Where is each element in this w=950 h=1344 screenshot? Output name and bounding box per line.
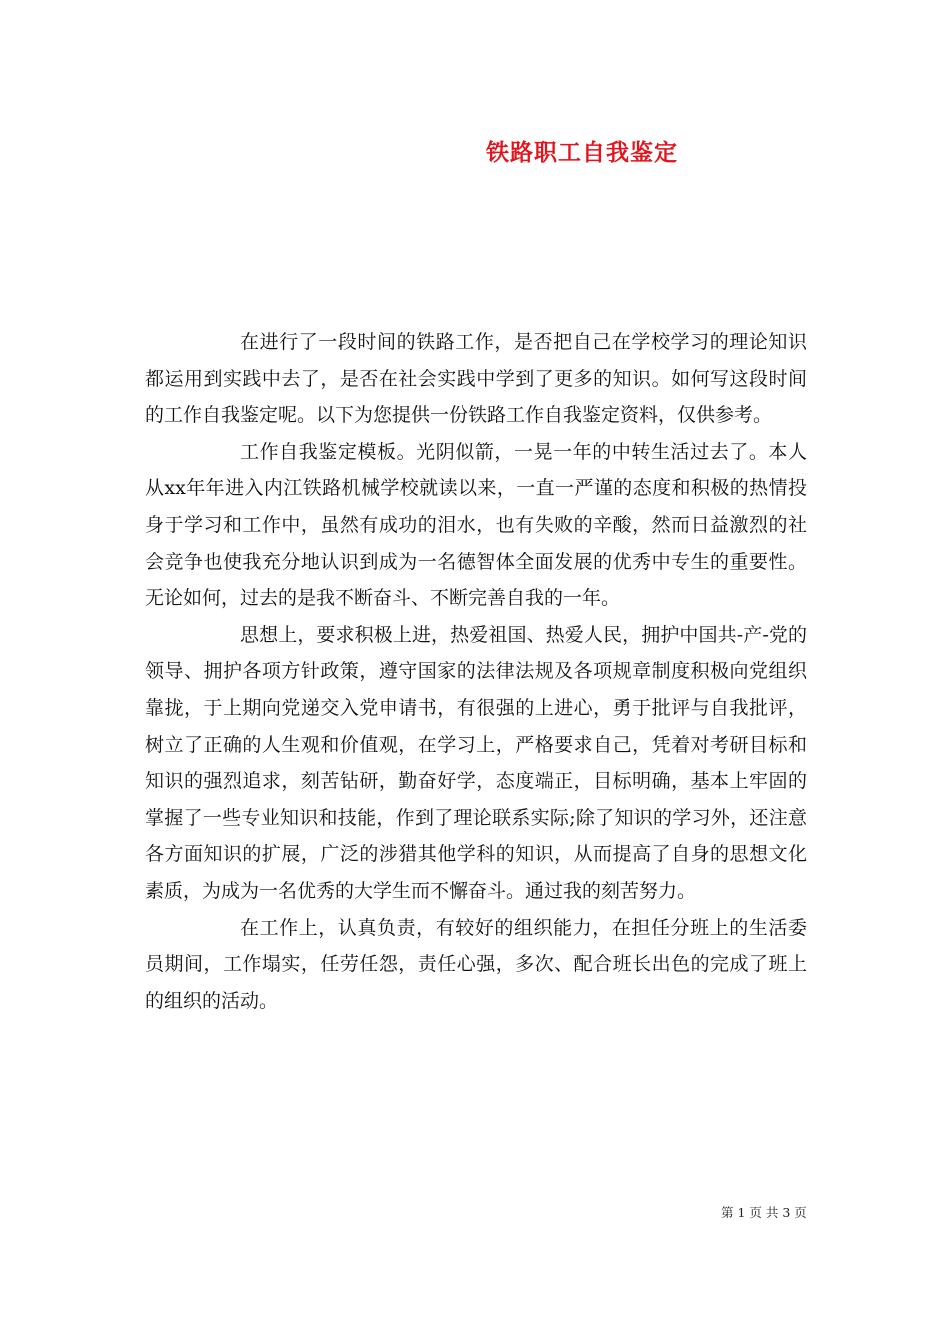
page-number-footer: 第 1 页 共 3 页 (721, 1205, 807, 1220)
document-body (145, 324, 807, 1019)
paragraph-ideology-study: 思想上，要求积极上进，热爱祖国、热爱人民，拥护中国共-产-党的领导、拥护各项方针政策，遵守国家的法律法规及各项规章制度积极向党组织靠拢，于上期向党递交入党申请书，有很强的上进心，勇于批评与自我批评，树立了正确的人生观和价值观，在学习上，严格要求自己，凭着对考研目标和知识的强烈追求，刻苦钻研，勤奋好学，态度端正，目标明确，基本上牢固的掌握了一些专业知识和技能，作到了理论联系实际;除了知识的学习外，还注意各方面知识的扩展，广泛的涉猎其他学科的知识，从而提高了自身的思想文化素质，为成为一名优秀的大学生而不懈奋斗。通过我的刻苦努力。 (145, 623, 807, 902)
paragraph-work: 在工作上，认真负责，有较好的组织能力，在担任分班上的生活委员期间，工作塌实，任劳任怨，责任心强，多次、配合班长出色的完成了班上的组织的活动。 (145, 916, 807, 1012)
page-title: 铁路职工自我鉴定 (486, 139, 678, 166)
paragraph-template: 工作自我鉴定模板。光阴似箭，一晃一年的中转生活过去了。本人从xx年年进入内江铁路机械学校就读以来，一直一严谨的态度和积极的热情投身于学习和工作中，虽然有成功的泪水，也有失败的辛酸，然而日益激烈的社会竞争也使我充分地认识到成为一名德智体全面发展的优秀中专生的重要性。无论如何，过去的是我不断奋斗、不断完善自我的一年。 (145, 440, 807, 610)
paragraph-intro: 在进行了一段时间的铁路工作，是否把自己在学校学习的理论知识都运用到实践中去了，是否在社会实践中学到了更多的知识。如何写这段时间的工作自我鉴定呢。以下为您提供一份铁路工作自我鉴定资料，仅供参考。 (145, 331, 807, 427)
